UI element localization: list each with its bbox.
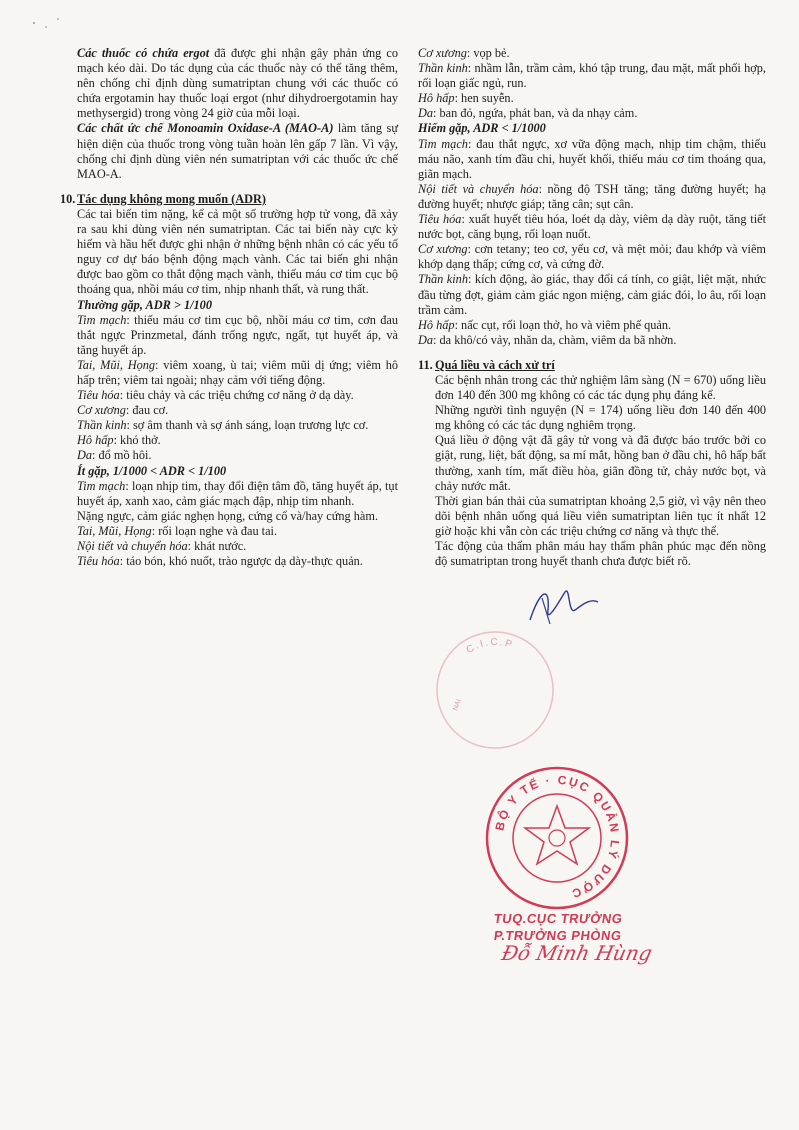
overdose-paragraphs (418, 373, 766, 569)
section-11-title (418, 358, 766, 373)
adr-item-label: Hô hấp (77, 433, 114, 448)
adr-item (418, 61, 766, 91)
overdose-paragraph: Thời gian bán thải của sumatriptan khoảng 2,5 giờ, vì vậy nên theo dõi bệnh nhân uống quá liều viên sumatriptan liên tục ít nhất 12 giờ hoặc khi vẫn còn các triệu chứng cơ năng và thực thể. (435, 493, 766, 538)
adr-item-text: : nồng độ TSH tăng; tăng đường huyết; hạ đường huyết; nhược giáp; tăng cân; sụt cân. (418, 181, 766, 211)
adr-item-label: Cơ xương (77, 403, 126, 418)
adr-item (418, 137, 766, 182)
adr-item-label: Thần kinh (418, 61, 468, 76)
section-10-title (60, 192, 398, 207)
adr-item-text: : hen suyễn. (454, 91, 514, 106)
adr-item (60, 554, 398, 569)
section-10-number: 10. (60, 191, 76, 206)
adr-item (418, 318, 766, 333)
maoa-heading: Các chất ức chế Monoamin Oxidase-A (MAO-A) (77, 121, 334, 136)
adr-item-text: : thiếu máu cơ tim cục bộ, nhồi máu cơ tim, cơn đau thắt ngực Prinzmetal, đánh trống ngực, ngất, tụt huyết áp, và tăng huyết áp. (77, 312, 398, 357)
adr-item-text: : nấc cụt, rối loạn thở, ho và viêm phế quản. (454, 317, 672, 332)
adr-item-text: : da khô/có vảy, nhăn da, chàm, viêm da bã nhờn. (433, 332, 677, 347)
maoa-text: làm tăng sự hiện diện của thuốc trong vòng tuần hoàn lên gấp 7 lần. Vì vậy, chống chỉ định dùng viên nén sumatriptan với các thuốc ức chế MAO-A. (77, 121, 398, 181)
scan-artifact-marks (28, 14, 88, 34)
section-11-number: 11. (418, 357, 433, 372)
section-11-heading: Quá liều và cách xử trí (435, 357, 555, 372)
adr-item-label: Tiêu hóa (77, 388, 120, 403)
adr-item-label: Hô hấp (418, 317, 455, 332)
adr-item-text: : kích động, ảo giác, thay đổi cá tính, co giật, liệt mặt, nhức đầu từng đợt, giảm cảm giác ngon miệng, cảm giác đói, lo âu, rối loạn trầm cảm. (418, 272, 766, 317)
ergot-heading: Các thuốc có chứa ergot (77, 46, 210, 60)
adr-item-text: : cơn tetany; teo cơ, yếu cơ, và mệt mỏi; đau khớp và viêm khớp dạng thấp; cứng cơ, và cứng đờ. (418, 242, 766, 272)
adr-item-label: Tim mạch (77, 478, 126, 493)
adr-item (60, 418, 398, 433)
adr-item-text: : khát nước. (187, 539, 247, 553)
overdose-paragraph: Những người tình nguyện (N = 174) uống liều đơn 140 đến 400 mg không có các tác dụng nghiêm trọng. (435, 403, 766, 433)
adr-item (418, 46, 766, 61)
adr-item-label: Da (418, 332, 434, 347)
rare-adr-list (418, 137, 766, 348)
signature-title-line1: TUQ.CỤC TRƯỞNG (492, 911, 624, 926)
adr-item (418, 333, 766, 348)
ergot-text: đã được ghi nhận gây phản ứng co mạch kéo dài. Do tác dụng của các thuốc này có thể tăng thêm, nên chống chỉ định dùng sumatriptan chung với các thuốc có chứa ergotamin hay thuốc loại ergot (như dihydroergotamin hay methysergid) trong vòng 24 giờ của mỗi loại. (77, 46, 398, 121)
ergot-paragraph (60, 46, 398, 121)
adr-item-label: Da (418, 106, 434, 121)
adr-item (60, 403, 398, 418)
adr-item (60, 358, 398, 388)
signature-title-line2: P.TRƯỞNG PHÒNG (492, 928, 623, 943)
adr-item (60, 313, 398, 358)
adr-item (418, 272, 766, 317)
adr-item-label: Tiêu hóa (77, 554, 120, 569)
adr-item (60, 539, 398, 554)
adr-item (60, 509, 398, 524)
adr-item-text: : viêm xoang, ù tai; viêm mũi dị ứng; viêm hô hấp trên; viêm tai ngoài; nhạy cảm với tiếng động. (77, 357, 398, 387)
adr-item (60, 479, 398, 509)
adr-item (60, 433, 398, 448)
adr-item (418, 106, 766, 121)
uncommon-adr-list (60, 479, 398, 570)
adr-item-label: Tiêu hóa (418, 212, 462, 227)
common-adr-heading: Thường gặp, ADR > 1/100 (77, 297, 212, 312)
adr-item (60, 388, 398, 403)
stamp-top-sub: NAI (452, 698, 463, 712)
adr-item (60, 524, 398, 539)
faded-stamp (425, 615, 565, 755)
adr-item (418, 182, 766, 212)
adr-item-label: Da (77, 448, 93, 463)
overdose-paragraph: Quá liều ở động vật đã gây tử vong và đã được báo trước bởi co giật, rung, liệt, bất động, sa mí mắt, hồng ban ở đầu chi, hô hấp bất thường, xanh tím, mất điều hòa, giãn đồng tử, chảy nước bọt, và chảy nước mắt. (435, 433, 766, 493)
gear-emblem-icon (549, 830, 565, 846)
adr-item-text: : đau cơ. (125, 403, 169, 418)
adr-item (418, 242, 766, 272)
signature-block (492, 910, 674, 965)
adr-item-text: Nặng ngực, cảm giác nghẹn họng, cứng cổ và/hay cứng hàm. (77, 508, 379, 523)
adr-item-label: Thần kinh (77, 418, 127, 433)
adr-item-text: : sợ âm thanh và sợ ánh sáng, loạn trương lực cơ. (126, 418, 369, 433)
common-adr-list (60, 313, 398, 464)
adr-item-text: : tiêu chảy và các triệu chứng cơ năng ở dạ dày. (119, 388, 354, 403)
adr-item-text: : loạn nhịp tim, thay đổi điện tâm đồ, tăng huyết áp, tụt huyết áp, xanh xao, cảm giác mạch đập, nhịp tim nhanh. (77, 478, 398, 508)
adr-item-label: Tai, Mũi, Họng (77, 357, 156, 372)
adr-item-text: : xuất huyết tiêu hóa, loét dạ dày, viêm dạ dày ruột, tăng tiết nước bọt, căng bụng, rối loạn nuốt. (418, 212, 766, 242)
ministry-seal-stamp (477, 758, 637, 918)
adr-item-text: : nhầm lẫn, trầm cảm, khó tập trung, đau mặt, mất phối hợp, rối loạn giấc ngủ, run. (418, 61, 767, 91)
stamp-top-text: C.I.C.P (464, 636, 515, 656)
adr-item-label: Nội tiết và chuyển hóa (418, 181, 539, 196)
adr-item-text: : ban đỏ, ngứa, phát ban, và da nhạy cảm. (433, 106, 638, 121)
stamp-ring-text: BỘ Y TẾ · CỤC QUẢN LÝ DƯỢC (492, 772, 623, 902)
overdose-paragraph: Các bệnh nhân trong các thử nghiệm lâm sàng (N = 670) uống liều đơn 140 đến 300 mg không có các tác dụng phụ đáng kể. (435, 372, 766, 403)
maoa-paragraph (60, 121, 398, 181)
adr-item (418, 91, 766, 106)
adr-item-label: Tim mạch (77, 312, 127, 327)
adr-item-text: : rối loạn nghe và đau tai. (151, 523, 278, 538)
adr-item-text: : táo bón, khó nuốt, trào ngược dạ dày-thực quản. (119, 554, 363, 569)
adr-item (60, 448, 398, 463)
adr-item-text: : vọp bẻ. (466, 46, 510, 60)
adr-intro: Các tai biến tim nặng, kể cả một số trường hợp tử vong, đã xảy ra sau khi dùng viên nén sumatriptan. Các tai biến này cực kỳ hiếm và hầu hết được ghi nhận ở những bệnh nhân có các yếu tố nguy cơ dự báo bệnh động mạch vành. Các tai biến ghi nhận được bao gồm co thắt động mạch vành, thiếu máu cơ tim cục bộ thoáng qua, nhồi máu cơ tim, nhịp nhanh thất, và rung thất. (77, 206, 398, 297)
adr-item-label: Cơ xương (418, 242, 468, 257)
adr-item-label: Tai, Mũi, Họng (77, 523, 152, 538)
adr-item-label: Nội tiết và chuyển hóa (77, 539, 188, 553)
adr-item-label: Thần kinh (418, 272, 468, 287)
adr-item-label: Hô hấp (418, 91, 455, 106)
adr-item-label: Cơ xương (418, 46, 467, 60)
rare-adr-heading: Hiếm gặp, ADR < 1/1000 (418, 121, 546, 136)
uncommon-adr-heading: Ít gặp, 1/1000 < ADR < 1/100 (77, 463, 227, 478)
right-column (418, 46, 766, 569)
star-icon (525, 806, 589, 864)
adr-item-text: : đổ mồ hôi. (92, 448, 152, 463)
adr-item-text: : đau thắt ngực, xơ vữa động mạch, nhịp tim chậm, thiếu máu não, xanh tím đầu chi, huyết khối, thiếu máu cơ tim thoáng qua, giãn mạch. (418, 136, 766, 181)
adr-item-text: : khó thở. (113, 433, 161, 448)
left-column (60, 46, 398, 569)
adr-item (418, 212, 766, 242)
signer-name: Đỗ Minh Hùng (499, 941, 655, 965)
overdose-paragraph: Tác động của thẩm phân máu hay thẩm phân phúc mạc đến nồng độ sumatriptan trong huyết thanh chưa được biết rõ. (435, 539, 766, 569)
svg-text:C.I.C.P (464, 637, 515, 656)
section-10-heading: Tác dụng không mong muốn (ADR) (77, 191, 266, 206)
adr-item-label: Tim mạch (418, 136, 468, 151)
uncommon-adr-list-continued (418, 46, 766, 121)
